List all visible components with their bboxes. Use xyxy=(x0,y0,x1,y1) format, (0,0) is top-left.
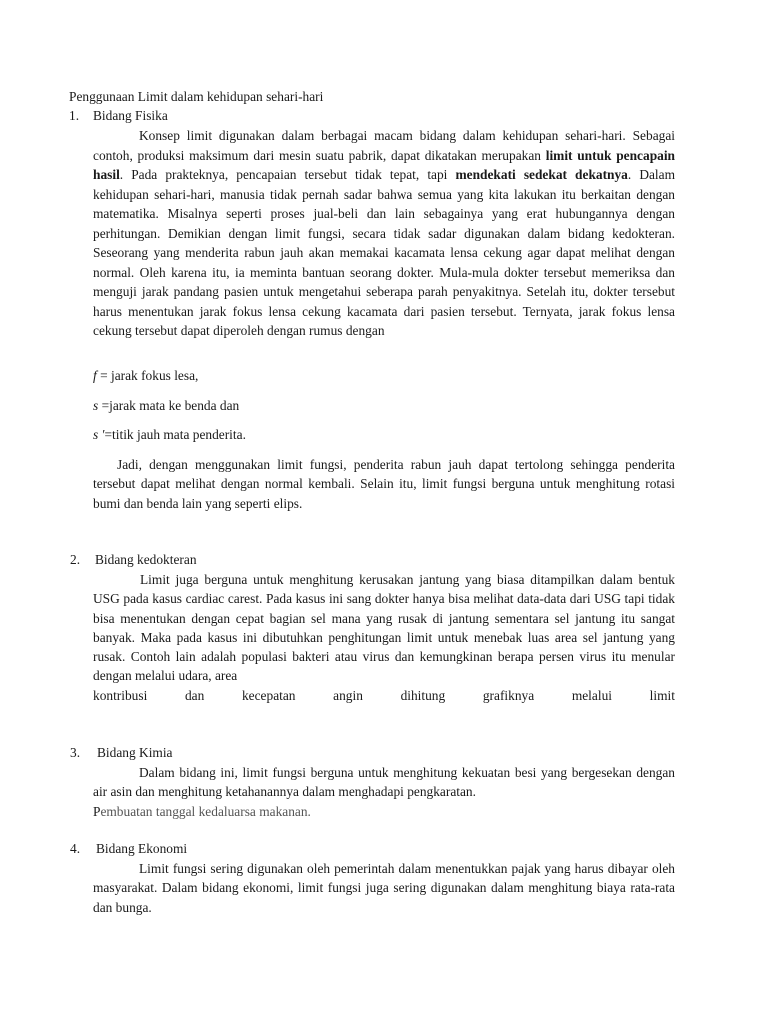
section-number: 2. xyxy=(70,552,81,567)
muted-text-run: embuatan tanggal kedaluarsa makanan. xyxy=(100,804,311,819)
definition-text: = jarak fokus lesa, xyxy=(96,368,199,383)
definition-s-prime xyxy=(93,426,246,444)
word: angin xyxy=(333,688,363,703)
definition-text: =jarak mata ke benda dan xyxy=(98,398,240,413)
section-title: Bidang Ekonomi xyxy=(96,841,188,856)
word: dan xyxy=(184,688,205,703)
word: dihitung xyxy=(400,688,446,703)
section-heading-ekonomi xyxy=(70,840,188,858)
bold-text-run: mendekati sedekat dekatnya xyxy=(455,167,628,182)
variable-symbol: s ′ xyxy=(93,427,105,442)
section-number: 3. xyxy=(70,745,81,760)
section-number: 4. xyxy=(70,841,81,856)
text-run: Konsep limit digunakan dalam berbagai macam bidang dalam kehidupan sehari-hari. Sebagai contoh, produksi maksimum dari mesin suatu pabrik, dapat dikatakan merupakan xyxy=(93,128,675,163)
section-heading-kimia xyxy=(70,744,173,762)
word: melalui xyxy=(571,688,612,703)
variable-symbol: s xyxy=(93,398,99,413)
section-title: Bidang kedokteran xyxy=(95,552,197,567)
bold-text-run: limit untuk pencapain hasil xyxy=(93,147,676,182)
text-run: . Dalam kehidupan sehari-hari, manusia tidak pernah sadar bahwa semua yang kita lakukan itu berkaitan dengan matematika. Misalnya seperti proses jual-beli dan lain sebagainya yang erat hubungannya dengan perhitungan. Demikian dengan limit fungsi, secara tidak sadar digunakan dalam bidang kedokteran. Seseorang yang menderita rabun jauh akan memakai kacamata lensa cekung agar dapat melihat dengan normal. Oleh karena itu, ia meminta bantuan seorang dokter. Mula-mula dokter tersebut memeriksa dan menguji jarak pandang pasien untuk mengetahui seberapa parah penyakitnya. Setelah itu, dokter tersebut harus menentukan jarak fokus lensa cekung kacamata dari pasien tersebut. Ternyata, jarak fokus lensa cekung tersebut dapat diperoleh dengan rumus dengan xyxy=(93,167,676,338)
fisika-paragraph-1 xyxy=(93,126,675,341)
kimia-paragraph: Dalam bidang ini, limit fungsi berguna untuk menghitung kekuatan besi yang bergesekan dengan air asin dan menghitung ketahanannya dalam menghadapi pengkaratan. xyxy=(93,765,675,800)
section-heading-kedokteran xyxy=(70,551,197,569)
ekonomi-paragraph: Limit fungsi sering digunakan oleh pemerintah dalam menentukkan pajak yang harus dibayar oleh masyarakat. Dalam bidang ekonomi, limit fungsi juga sering digunakan dalam menghitung biaya rata-rata dan bunga. xyxy=(93,861,675,915)
document-title: Penggunaan Limit dalam kehidupan sehari-hari xyxy=(69,89,324,104)
definition-text: =titik jauh mata penderita. xyxy=(104,427,246,442)
variable-symbol: f xyxy=(93,368,97,383)
section-title: Bidang Fisika xyxy=(93,108,168,123)
text-run: . Pada prakteknya, pencapaian tersebut tidak tepat, tapi xyxy=(119,167,456,182)
word: limit xyxy=(649,688,675,703)
kedokteran-paragraph: Limit juga berguna untuk menghitung kerusakan jantung yang biasa ditampilkan dalam bentuk USG pada kasus cardiac carest. Pada kasus ini sang dokter hanya bisa melihat data-data dari USG tapi tidak bisa menentukan dengan cepat bagian sel mana yang rusak di jantung sementara sel jantung itu sangat banyak. Maka pada kasus ini dibutuhkan penghitungan limit untuk menebak luas area sel jantung yang rusak. Contoh lain adalah populasi bakteri atau virus dan kemungkinan berapa persen virus itu menular dengan melalui udara, area xyxy=(93,572,675,684)
section-heading-fisika xyxy=(69,107,168,125)
section-title: Bidang Kimia xyxy=(97,745,173,760)
text-run: P xyxy=(93,804,101,819)
kedokteran-last-line xyxy=(93,686,675,706)
definition-s xyxy=(93,397,239,415)
kimia-second-line xyxy=(93,803,311,821)
section-number: 1. xyxy=(69,108,80,123)
word: kecepatan xyxy=(241,688,296,703)
fisika-paragraph-2: Jadi, dengan menggunakan limit fungsi, penderita rabun jauh dapat tertolong sehingga penderita tersebut dapat melihat dengan normal kembali. Selain itu, limit fungsi berguna untuk menghitung rotasi bumi dan benda lain yang seperti elips. xyxy=(93,457,675,511)
word: kontribusi xyxy=(93,688,148,703)
definition-f xyxy=(93,367,198,385)
word: grafiknya xyxy=(482,688,535,703)
